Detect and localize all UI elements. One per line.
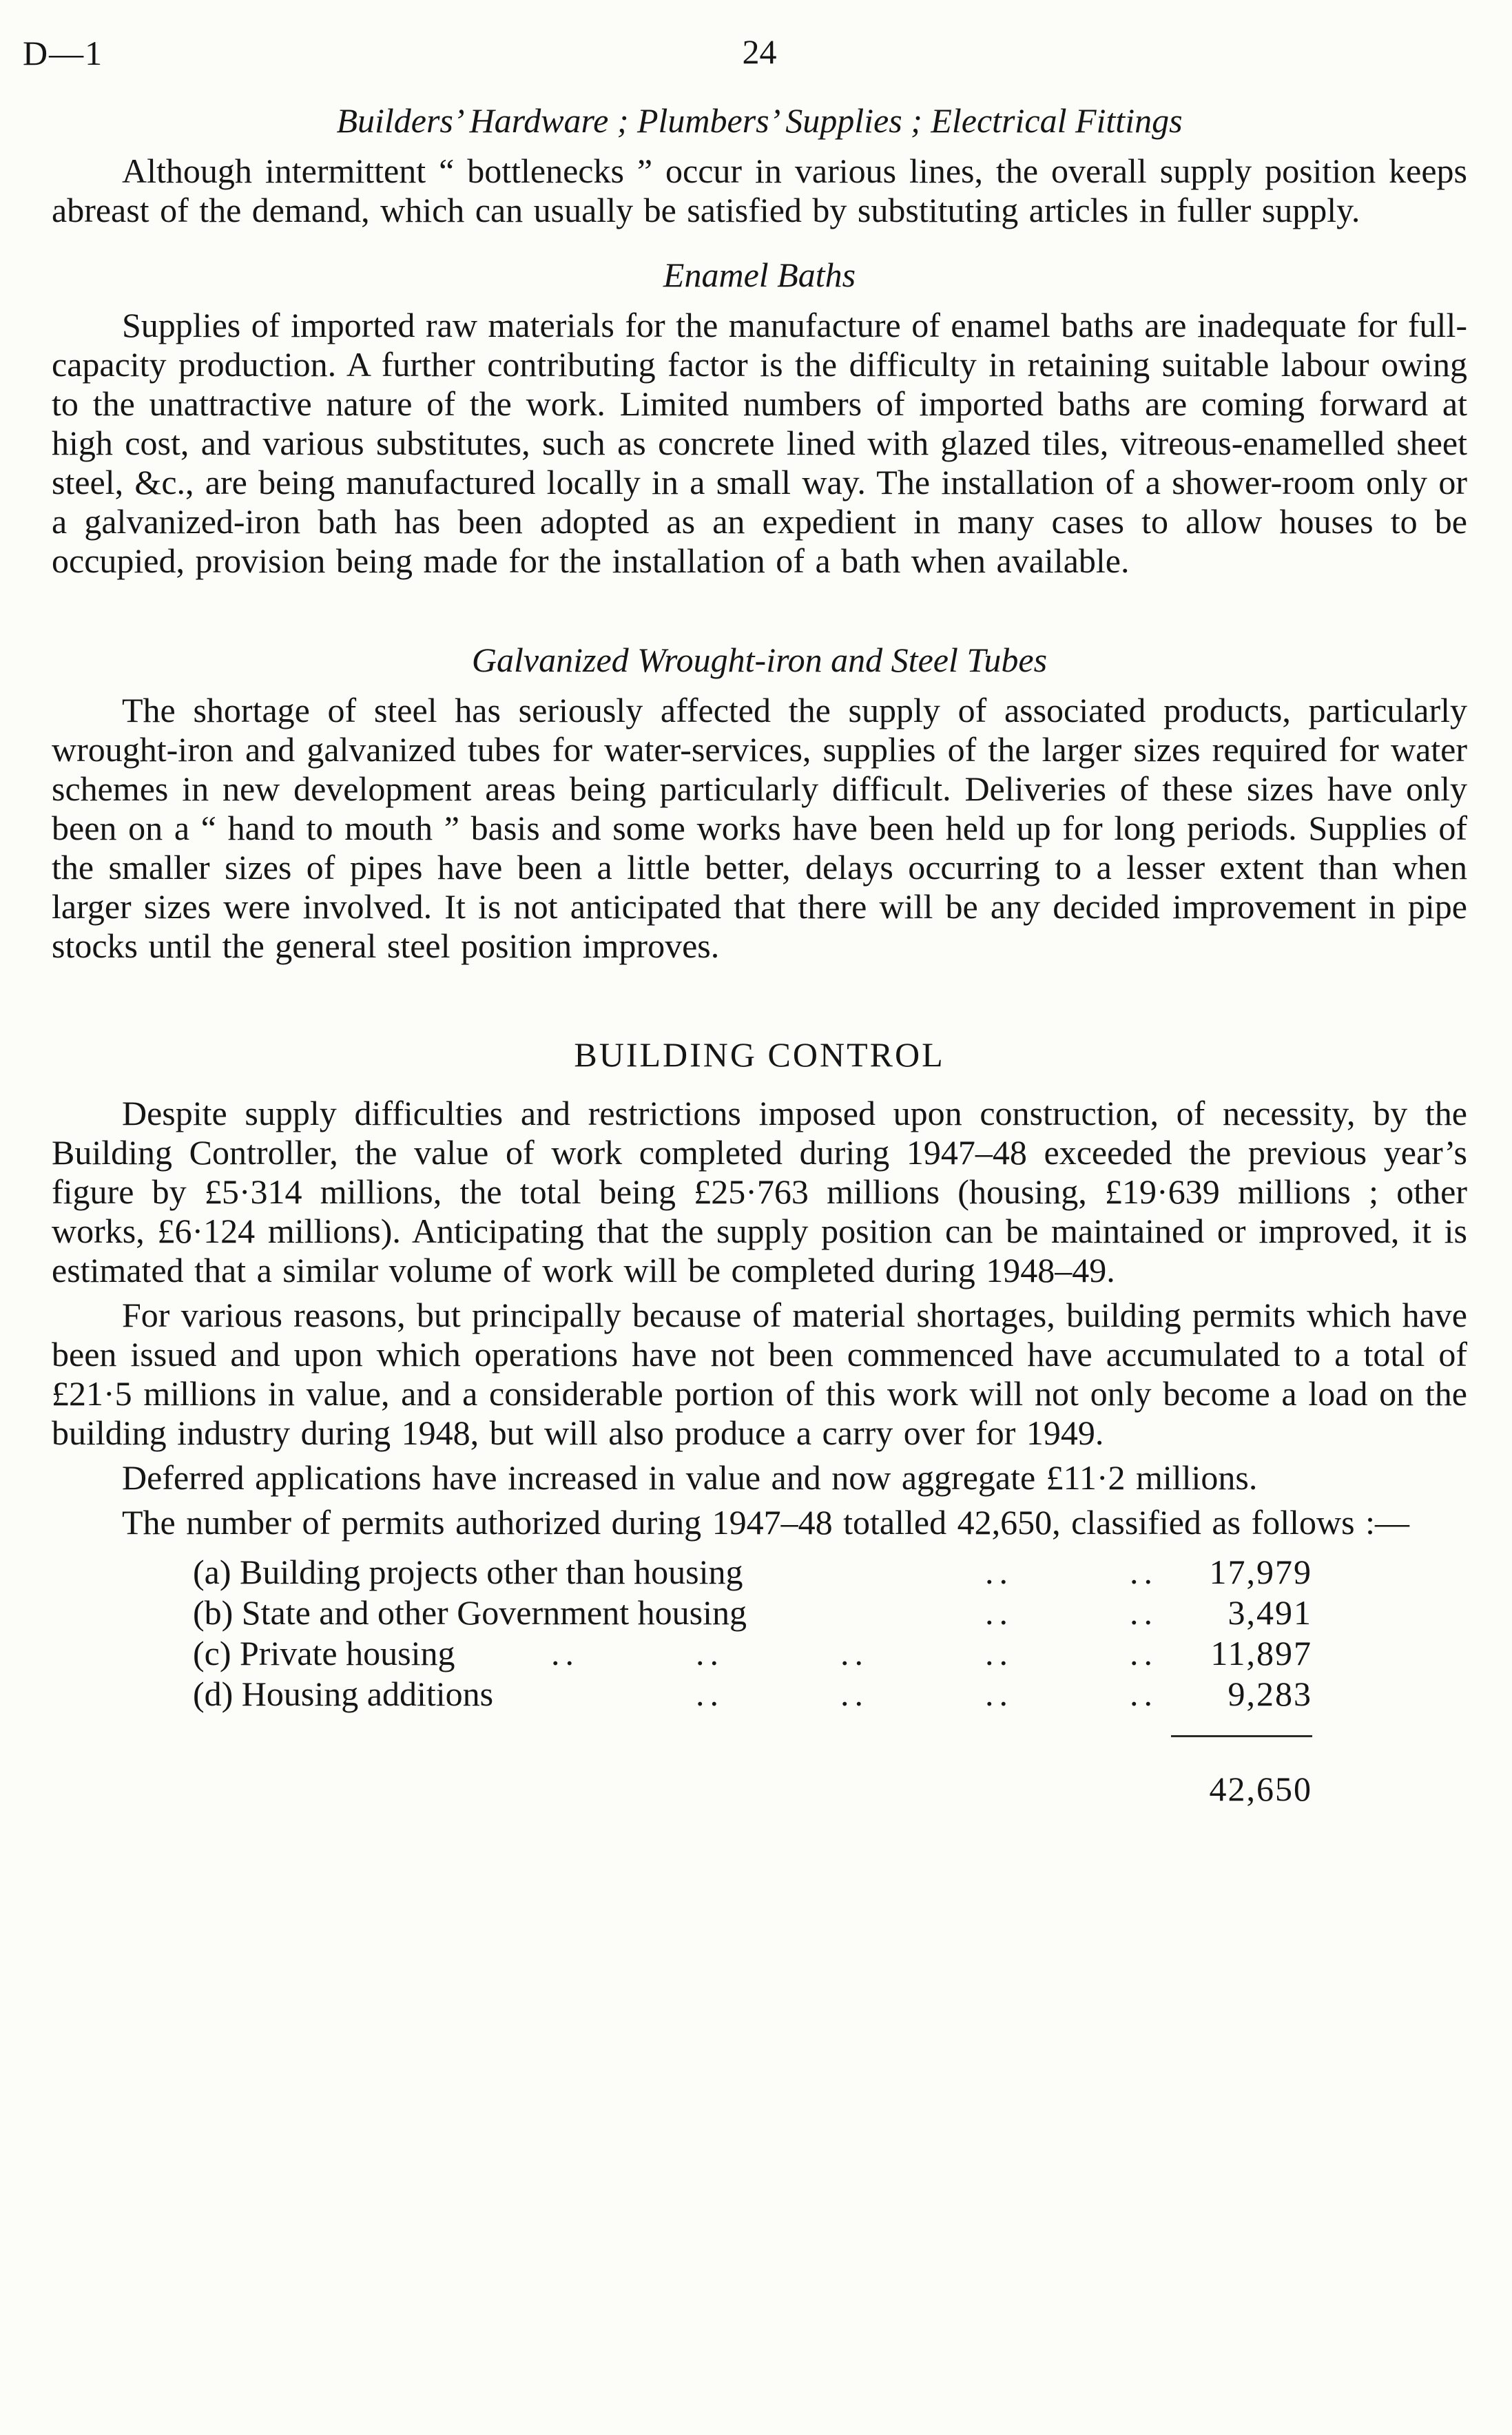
dot-leader: .. [840, 1634, 869, 1672]
dot-leader: .. [985, 1634, 1013, 1672]
permit-row-a [52, 1552, 1467, 1593]
permit-row-b [52, 1593, 1467, 1633]
permit-value: 11,897 [1210, 1634, 1312, 1672]
dot-leader: .. [840, 1675, 869, 1713]
permit-list [52, 1552, 1467, 1810]
permit-label: (b) State and other Government housing [193, 1593, 747, 1632]
folio-mark: D—1 [23, 34, 104, 72]
dot-leader: .. [696, 1634, 724, 1672]
permit-value: 17,979 [1209, 1553, 1312, 1591]
section-heading-building-control: BUILDING CONTROL [574, 1035, 945, 1074]
permit-total-row [52, 1769, 1467, 1810]
paragraph: The shortage of steel has seriously affected the supply of associated products, particularly wrought-iron and galvanized tubes for water-services, supplies of the larger sizes required for water schemes in new development areas being particularly difficult. Deliveries of these sizes have only been on a “ hand to mouth ” basis and some works have been held up for long periods. Supplies of the smaller sizes of pipes have been a little better, delays occurring to a lesser extent than when larger sizes were involved. It is not anticipated that there will be any decided improvement in pipe stocks until the general steel position improves. [52, 691, 1467, 965]
dot-leader: .. [1130, 1634, 1158, 1672]
section-heading-builders-hardware: Builders’ Hardware ; Plumbers’ Supplies ; Electrical Fittings [336, 101, 1183, 140]
paragraph: Although intermittent “ bottlenecks ” occur in various lines, the overall supply position keeps abreast of the demand, which can usually be satisfied by substituting articles in fuller supply. [52, 152, 1467, 229]
permit-label: (a) Building projects other than housing [193, 1553, 743, 1591]
dot-leader: .. [551, 1634, 579, 1672]
dot-leader: .. [1130, 1553, 1158, 1591]
permit-row-d [52, 1674, 1467, 1714]
permit-label: (d) Housing additions [193, 1675, 494, 1713]
dot-leader: .. [1130, 1593, 1158, 1632]
section-heading-galvanized-tubes: Galvanized Wrought-iron and Steel Tubes [471, 641, 1048, 679]
paragraph: Despite supply difficulties and restrictions imposed upon construction, of necessity, by the Building Controller, the value of work completed during 1947–48 exceeded the previous year’s figure by £5·314 millions, the total being £25·763 millions (housing, £19·639 millions ; other works, £6·124 millions). Anticipating that the supply position can be maintained or improved, it is estimated that a similar volume of work will be completed during 1948–49. [52, 1094, 1467, 1289]
dot-leader: .. [985, 1675, 1013, 1713]
permit-value: 3,491 [1228, 1593, 1312, 1632]
permit-total-value: 42,650 [1209, 1770, 1312, 1808]
paragraph: Deferred applications have increased in value and now aggregate £11·2 millions. [122, 1458, 1258, 1497]
section-heading-enamel-baths: Enamel Baths [663, 256, 856, 294]
paragraph: Supplies of imported raw materials for the manufacture of enamel baths are inadequate for full-capacity production. A further contributing factor is the difficulty in retaining suitable labour owing to the unattractive nature of the work. Limited numbers of imported baths are coming forward at high cost, and various substitutes, such as concrete lined with glazed tiles, vitreous-enamelled sheet steel, &c., are being manufactured locally in a small way. The installation of a shower-room only or a galvanized-iron bath has been adopted as an expedient in many cases to allow houses to be occupied, provision being made for the installation of a bath when available. [52, 306, 1467, 580]
permit-row-c [52, 1633, 1467, 1674]
permit-label: (c) Private housing [193, 1634, 455, 1672]
dot-leader: .. [985, 1553, 1013, 1591]
page-number: 24 [742, 32, 777, 71]
dot-leader: .. [1130, 1675, 1158, 1713]
paragraph: For various reasons, but principally because of material shortages, building permits which have been issued and upon which operations have not been commenced have accumulated to a total of £21·5 millions in value, and a considerable portion of this work will not only become a load on the building industry during 1948, but will also produce a carry over for 1949. [52, 1296, 1467, 1452]
dot-leader: .. [696, 1675, 724, 1713]
total-rule [1171, 1735, 1312, 1737]
dot-leader: .. [985, 1593, 1013, 1632]
permit-value: 9,283 [1228, 1675, 1312, 1713]
paragraph: The number of permits authorized during 1947–48 totalled 42,650, classified as follows :— [122, 1503, 1409, 1542]
